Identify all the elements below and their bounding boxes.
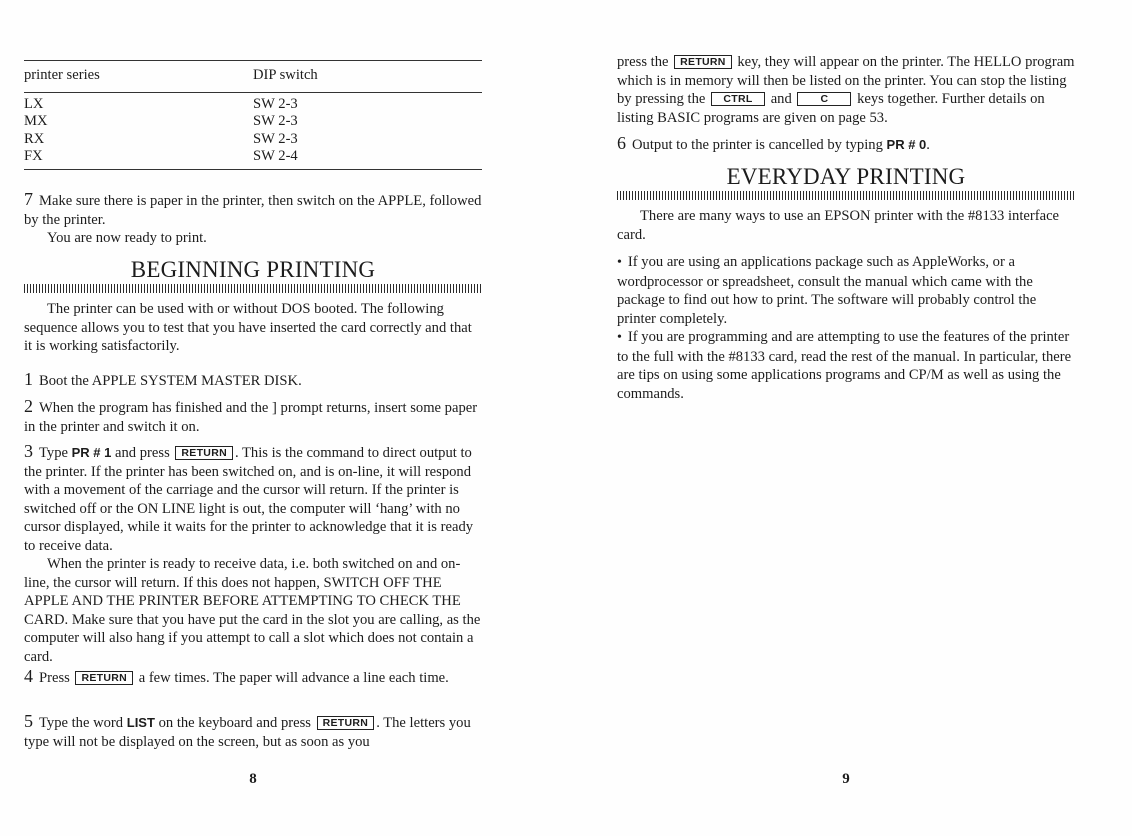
right-page bbox=[617, 0, 1075, 836]
bullet-list bbox=[617, 253, 1075, 403]
bullet-icon: • bbox=[617, 330, 622, 345]
table-header-row bbox=[24, 61, 482, 92]
step-6 bbox=[617, 134, 1075, 155]
list-item-text: If you are programming and are attempting to use the features of the printer to the full with the #8133 card, read the rest of the manual. In particular, there are tips on using some applications programs and CP/M as well as using the commands. bbox=[617, 329, 1072, 402]
table-row bbox=[24, 113, 482, 131]
everyday-printing-section-header bbox=[617, 164, 1075, 200]
dip-switch-table bbox=[24, 60, 482, 170]
step-number: 2 bbox=[24, 396, 33, 416]
command-text: PR # 0 bbox=[886, 137, 927, 152]
table-cell: SW 2-3 bbox=[253, 95, 298, 112]
step-3-paragraph-2: When the printer is ready to receive data, i.e. both switched on and on-line, the cursor will return. If this does not happen, SWITCH OFF THE APPLE AND THE PRINTER BEFORE ATTEMPTING TO CHECK THE CARD. Make sure that you have put the card in the slot you are calling, as the computer will also hang if you attempt to call a slot which does not contain a card. bbox=[24, 556, 481, 665]
everyday-printing-intro bbox=[617, 207, 1075, 244]
hatch-rule bbox=[24, 284, 482, 293]
command-text: LIST bbox=[126, 715, 155, 730]
table-row bbox=[24, 96, 482, 114]
c-key-icon: C bbox=[797, 92, 851, 106]
list-item bbox=[617, 253, 1075, 328]
step-text: Press bbox=[39, 670, 70, 686]
list-item-text: If you are using an applications package such as AppleWorks, or a wordprocessor or spreadsheet, consult the manual which came with the package to find out how to print. The software will probably control the printer completely. bbox=[617, 254, 1037, 327]
step-text: . The letters you type will not be displayed on the screen, but as soon as you bbox=[24, 715, 471, 750]
column-header-printer-series: printer series bbox=[24, 67, 100, 83]
step-text: and bbox=[770, 91, 792, 107]
ctrl-key-icon: CTRL bbox=[711, 92, 765, 106]
table-cell: SW 2-3 bbox=[253, 113, 298, 129]
list-item bbox=[617, 328, 1075, 403]
table-body bbox=[24, 93, 482, 169]
step-text: press the bbox=[617, 54, 669, 70]
step-text: Type the word bbox=[39, 715, 124, 731]
table-row bbox=[24, 131, 482, 149]
table-row bbox=[24, 148, 482, 166]
step-text: on the keyboard and press bbox=[158, 715, 311, 731]
step-number: 1 bbox=[24, 369, 33, 389]
step-number: 3 bbox=[24, 441, 33, 461]
return-key-icon: RETURN bbox=[317, 716, 375, 730]
ready-text: You are now ready to print. bbox=[47, 230, 207, 246]
step-7 bbox=[24, 190, 482, 248]
table-cell: SW 2-3 bbox=[253, 130, 298, 147]
column-header-dip-switch: DIP switch bbox=[253, 67, 318, 83]
step-number: 4 bbox=[24, 666, 33, 686]
step-text: keys together. Further details on listing BASIC programs are given on page 53. bbox=[617, 91, 1045, 126]
step-5-continued bbox=[617, 53, 1075, 127]
left-page bbox=[24, 0, 482, 836]
command-text: PR # 1 bbox=[71, 445, 112, 460]
step-4 bbox=[24, 667, 482, 688]
step-3 bbox=[24, 442, 482, 666]
step-text: When the program has finished and the ] prompt returns, insert some paper in the printer and switch it on. bbox=[24, 400, 478, 435]
step-text: Output to the printer is cancelled by typing bbox=[632, 137, 883, 153]
step-2 bbox=[24, 397, 482, 436]
page-number: 8 bbox=[249, 771, 257, 787]
step-text: Type bbox=[39, 445, 68, 461]
return-key-icon: RETURN bbox=[175, 446, 233, 460]
step-5 bbox=[24, 712, 482, 751]
hatch-rule bbox=[617, 191, 1075, 200]
table-cell: SW 2-4 bbox=[253, 148, 298, 164]
section-heading: EVERYDAY PRINTING bbox=[726, 164, 966, 189]
step-number: 6 bbox=[617, 133, 626, 153]
step-text: . bbox=[926, 137, 930, 153]
page-number: 9 bbox=[842, 771, 850, 787]
step-number: 7 bbox=[24, 189, 33, 209]
bullet-icon: • bbox=[617, 255, 622, 270]
table-cell: MX bbox=[24, 113, 48, 129]
table-bottom-rule bbox=[24, 169, 482, 170]
beginning-printing-section-header bbox=[24, 257, 482, 293]
return-key-icon: RETURN bbox=[75, 671, 133, 685]
step-text: . This is the command to direct output to the printer. If the printer has been switched on, and is on-line, it will respond with a movement of the carriage and the cursor will return. If the printer is switched off or the ON LINE light is out, the computer will ‘hang’ with no cursor displayed, while it waits for the printer to acknowledge that it is ready to receive data. bbox=[24, 445, 474, 554]
table-cell: FX bbox=[24, 148, 43, 164]
step-text: a few times. The paper will advance a line each time. bbox=[138, 670, 449, 686]
intro-paragraph: The printer can be used with or without DOS booted. The following sequence allows you to test that you have inserted the card correctly and that it is working satisfactorily. bbox=[24, 301, 472, 354]
step-text: key, they will appear on the printer. The HELLO program which is in memory will then be listed on the printer. You can stop the listing by pressing the bbox=[617, 54, 1075, 107]
step-1 bbox=[24, 370, 482, 391]
step-text: and press bbox=[115, 445, 170, 461]
return-key-icon: RETURN bbox=[674, 55, 732, 69]
step-text: Boot the APPLE SYSTEM MASTER DISK. bbox=[39, 373, 302, 389]
beginning-printing-intro bbox=[24, 300, 482, 356]
step-number: 5 bbox=[24, 711, 33, 731]
section-heading: BEGINNING PRINTING bbox=[130, 257, 376, 282]
table-cell: LX bbox=[24, 95, 44, 112]
table-cell: RX bbox=[24, 130, 45, 147]
intro-paragraph: There are many ways to use an EPSON printer with the #8133 interface card. bbox=[617, 208, 1060, 243]
step-text: Make sure there is paper in the printer, then switch on the APPLE, followed by the printer. bbox=[24, 193, 482, 228]
